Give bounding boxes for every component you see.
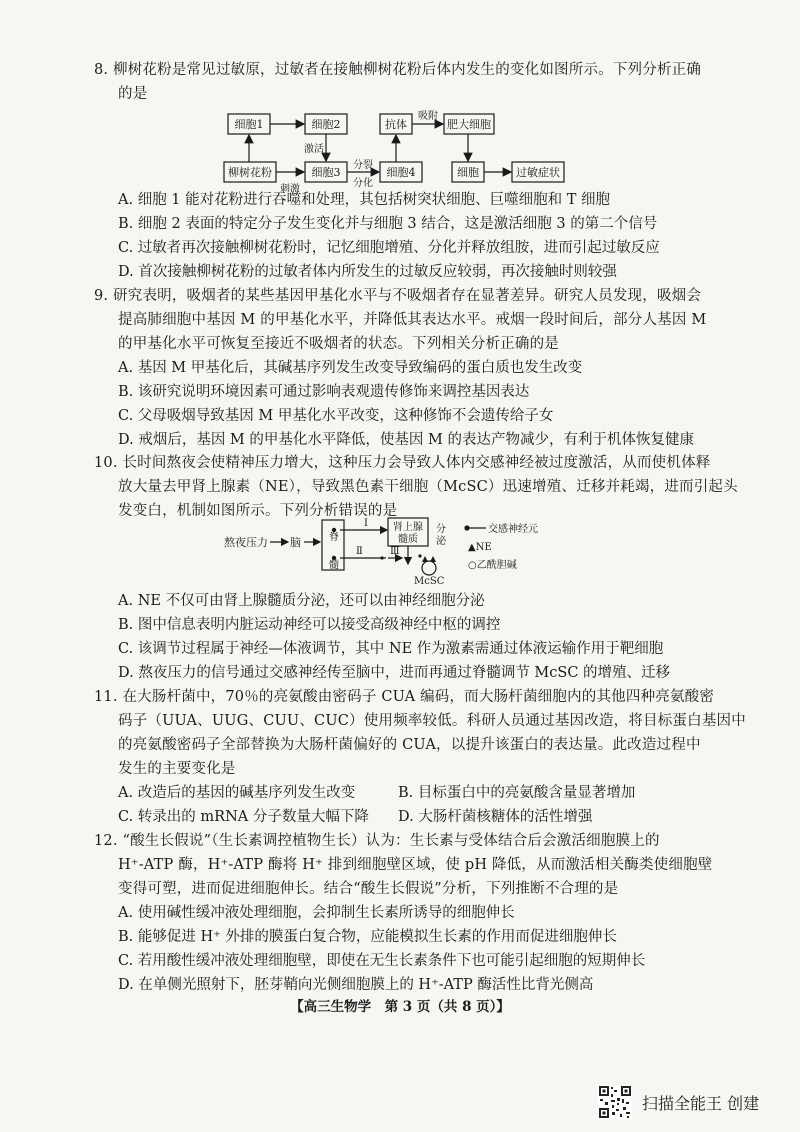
label-activate: 激活	[304, 144, 324, 155]
label-brain: 脑	[290, 536, 301, 549]
page-footer: 【高三生物学 第 3 页（共 8 页）】	[290, 999, 510, 1015]
label-path-2: Ⅱ	[356, 546, 363, 557]
q8-diagram	[222, 106, 602, 196]
q9-stem-line-3: 的甲基化水平可恢复至接近不吸烟者的状态。下列相关分析正确的是	[118, 336, 559, 352]
q12-stem-line-3: 变得可塑，进而促进细胞伸长。结合“酸生长假说”分析，下列推断不合理的是	[118, 881, 619, 897]
q11-option-b[interactable]: B. 目标蛋白中的亮氨酸含量显著增加	[398, 785, 636, 801]
label-adsorb: 吸附	[418, 111, 438, 122]
q11-option-a[interactable]: A. 改造后的基因的碱基序列发生改变	[118, 785, 356, 801]
q9-option-b[interactable]: B. 该研究说明环境因素可通过影响表观遗传修饰来调控基因表达	[118, 384, 530, 400]
nerve-mechanism-diagram	[224, 516, 554, 586]
q8-stem-line-1: 8. 柳树花粉是常见过敏原，过敏者在接触柳树花粉后体内发生的变化如图所示。下列分析正确	[94, 62, 702, 78]
q8-options	[118, 188, 690, 284]
label-spine-1: 脊	[329, 532, 339, 543]
label-cell: 细胞	[457, 166, 479, 179]
q10-options	[118, 589, 690, 685]
q9-option-c[interactable]: C. 父母吸烟导致基因 M 甲基化水平改变，这种修饰不会遗传给子女	[118, 408, 554, 424]
label-cell2: 细胞2	[311, 118, 341, 131]
q8-option-a[interactable]: A. 细胞 1 能对花粉进行吞噬和处理，其包括树突状细胞、巨噬细胞和 T 细胞	[118, 192, 611, 208]
label-mcsc: McSC	[414, 576, 445, 586]
legend-ne: ▲NE	[468, 542, 492, 553]
mcsc-cell	[422, 561, 436, 575]
q10-option-b[interactable]: B. 图中信息表明内脏运动神经可以接受高级神经中枢的调控	[118, 617, 501, 633]
scanner-watermark	[598, 1085, 788, 1119]
q12-stem-line-2: H⁺-ATP 酶，H⁺-ATP 酶将 H⁺ 排到细胞壁区域，使 pH 降低，从而激活相关酶类使细胞壁	[118, 857, 713, 873]
question-9	[94, 284, 707, 452]
immune-flow-diagram	[222, 106, 602, 192]
label-stimulate: 刺激	[280, 184, 300, 192]
label-cell3: 细胞3	[311, 166, 341, 179]
q11-options-row-1	[118, 781, 690, 805]
q10-diagram	[224, 516, 554, 590]
q11-stem-line-3: 的亮氨酸密码子全部替换为大肠杆菌偏好的 CUA，以提升该蛋白的表达量。此改造过程中	[118, 737, 701, 753]
scanner-label: 扫描全能王 创建	[642, 1093, 760, 1113]
q11-stem-line-4: 发生的主要变化是	[118, 761, 236, 777]
label-cell1: 细胞1	[234, 118, 264, 131]
question-8	[94, 58, 702, 106]
label-pollen: 柳树花粉	[228, 166, 272, 179]
q8-option-d[interactable]: D. 首次接触柳树花粉的过敏者体内所发生的过敏反应较弱，再次接触时则较强	[118, 264, 617, 280]
label-adrenal-2: 髓质	[398, 534, 418, 545]
label-path-3: Ⅲ	[390, 546, 400, 557]
q10-stem-line-2: 放大量去甲肾上腺素（NE），导致黑色素干细胞（McSC）迅速增殖、迁移并耗竭，进而引起头	[118, 479, 738, 495]
q10-option-c[interactable]: C. 该调节过程属于神经—体液调节，其中 NE 作为激素需通过体液运输作用于靶细胞	[118, 641, 664, 657]
label-antibody: 抗体	[385, 118, 407, 131]
q11-stem-line-1: 11. 在大肠杆菌中，70％的亮氨酸由密码子 CUA 编码，而大肠杆菌细胞内的其他四种亮氨酸密	[94, 689, 715, 705]
q9-stem-line-2: 提高肺细胞中基因 M 的甲基化水平，并降低其表达水平。戒烟一段时间后，部分人基因 M	[118, 312, 707, 328]
q11-option-c[interactable]: C. 转录出的 mRNA 分子数量大幅下降	[118, 809, 369, 825]
q12-option-b[interactable]: B. 能够促进 H⁺ 外排的膜蛋白复合物，应能模拟生长素的作用而促进细胞伸长	[118, 929, 617, 945]
label-divide: 分裂	[353, 160, 373, 171]
question-10	[94, 451, 738, 523]
q11-options-row-2	[118, 805, 690, 829]
q8-option-c[interactable]: C. 过敏者再次接触柳树花粉时，记忆细胞增殖、分化并释放组胺，进而引起过敏反应	[118, 240, 660, 256]
question-12	[94, 829, 713, 997]
qr-code-icon	[598, 1085, 632, 1119]
q8-stem-line-2: 的是	[118, 86, 148, 102]
label-path-1: Ⅰ	[364, 518, 368, 529]
q10-option-a[interactable]: A. NE 不仅可由肾上腺髓质分泌，还可以由神经细胞分泌	[118, 593, 485, 609]
label-secrete-1: 分	[436, 524, 446, 535]
q9-option-a[interactable]: A. 基因 M 甲基化后，其碱基序列发生改变导致编码的蛋白质也发生改变	[118, 360, 583, 376]
label-secrete-2: 泌	[436, 536, 446, 547]
q12-option-a[interactable]: A. 使用碱性缓冲液处理细胞，会抑制生长素所诱导的细胞伸长	[118, 905, 515, 921]
q8-option-b[interactable]: B. 细胞 2 表面的特定分子发生变化并与细胞 3 结合，这是激活细胞 3 的第二个信号	[118, 216, 658, 232]
legend-neuron: 交感神经元	[488, 524, 538, 535]
label-cell4: 细胞4	[386, 166, 416, 179]
q9-option-d[interactable]: D. 戒烟后，基因 M 的甲基化水平降低，使基因 M 的表达产物减少，有利于机体恢复健康	[118, 432, 694, 448]
question-11	[94, 685, 746, 829]
q12-option-c[interactable]: C. 若用酸性缓冲液处理细胞壁，即使在无生长素条件下也可能引起细胞的短期伸长	[118, 953, 646, 969]
q12-option-d[interactable]: D. 在单侧光照射下，胚芽鞘向光侧细胞膜上的 H⁺-ATP 酶活性比背光侧高	[118, 977, 594, 993]
q10-stem-line-1: 10. 长时间熬夜会使精神压力增大，这种压力会导致人体内交感神经被过度激活，从而使机体释	[94, 455, 711, 471]
label-differentiate: 分化	[353, 178, 373, 189]
q11-stem-line-2: 码子（UUA、UUG、CUU、CUC）使用频率较低。科研人员通过基因改造，将目标蛋白基因中	[118, 713, 746, 729]
label-stress: 熬夜压力	[224, 536, 268, 549]
label-mast: 肥大细胞	[447, 118, 491, 131]
q11-option-d[interactable]: D. 大肠杆菌核糖体的活性增强	[398, 809, 593, 825]
q12-stem-line-1: 12. “酸生长假说”（生长素调控植物生长）认为：生长素与受体结合后会激活细胞膜上的	[94, 833, 660, 849]
label-spine-2: 髓	[329, 560, 339, 571]
q9-stem-line-1: 9. 研究表明，吸烟者的某些基因甲基化水平与不吸烟者存在显著差异。研究人员发现，吸烟会	[94, 288, 702, 304]
q10-option-d[interactable]: D. 熬夜压力的信号通过交感神经传至脑中，进而再通过脊髓调节 McSC 的增殖、迁移	[118, 665, 671, 681]
label-adrenal-1: 肾上腺	[393, 522, 423, 533]
q10-stem-line-3: 发变白，机制如图所示。下列分析错误的是	[118, 503, 398, 519]
legend-ach: ○乙酰胆碱	[468, 560, 517, 571]
label-symptom: 过敏症状	[516, 166, 560, 179]
